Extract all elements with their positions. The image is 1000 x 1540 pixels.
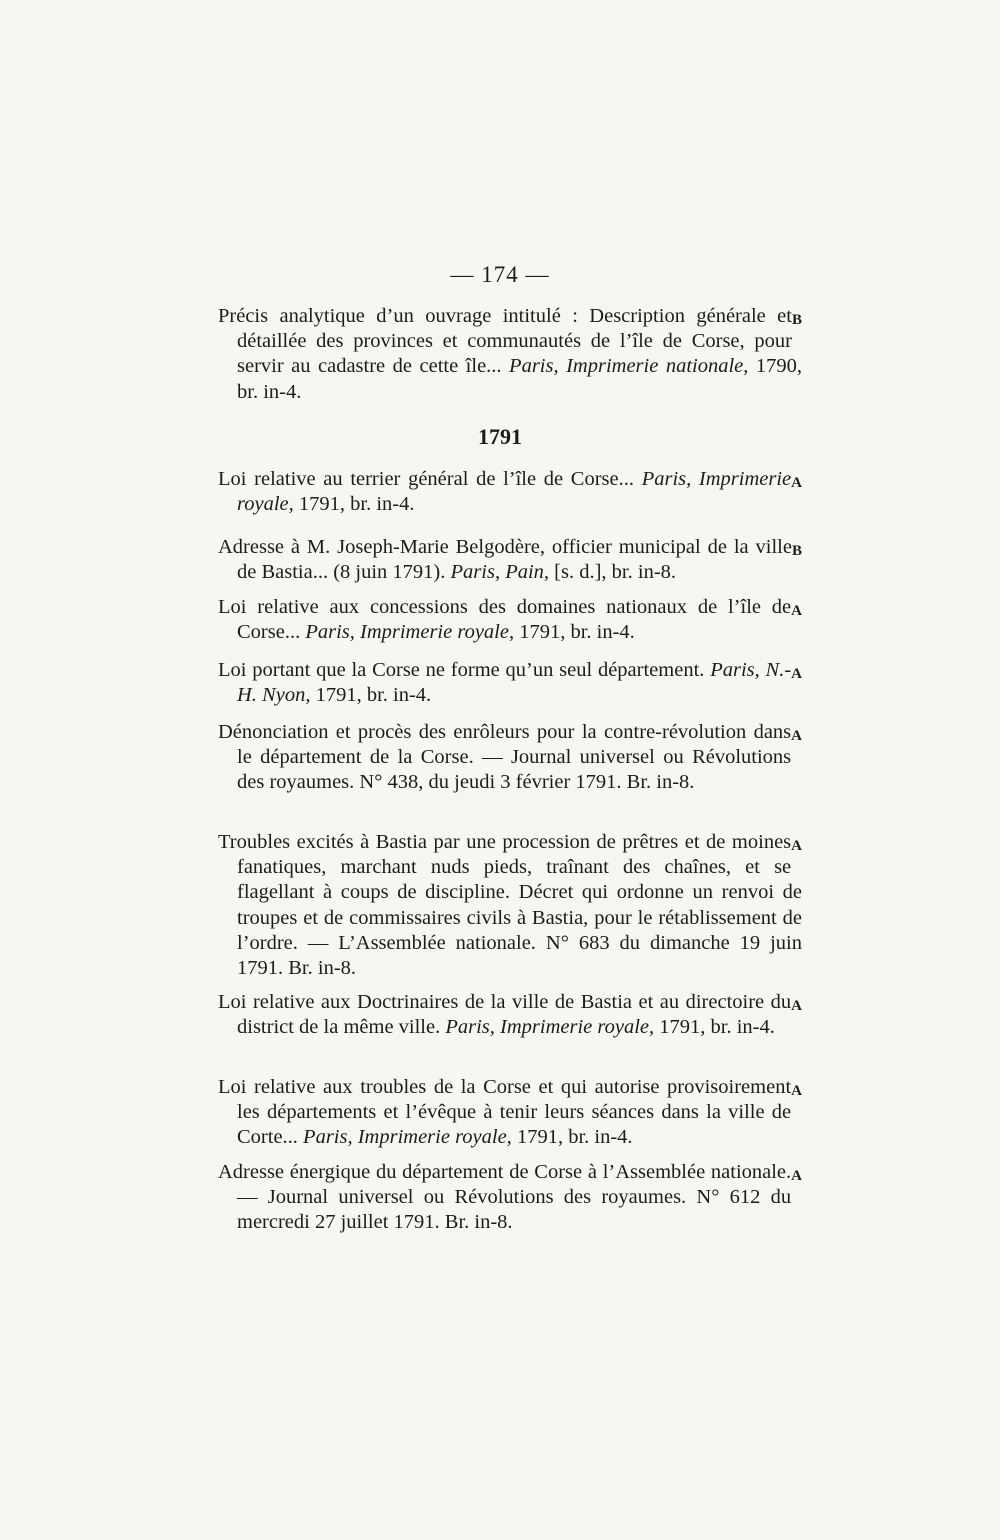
location-code: A [791, 998, 802, 1014]
entry-text: Adresse énergique du département de Corse à l’Assemblée nationale. — Journal universel ou Révolutions des royaumes. N° 612 du mercredi 27 juillet 1791. Br. in-8. [218, 1161, 792, 1234]
bibliography-entry [218, 595, 802, 645]
bibliography-entry [218, 720, 802, 796]
location-code: A [791, 666, 802, 682]
entry-details: 1791, br. in-4. [298, 493, 415, 516]
entry-details: 1791, br. in-4. [659, 1016, 775, 1039]
entry-details: 1790, br. in-4. [237, 355, 802, 403]
location-code: A [791, 838, 802, 854]
entry-details: 1791, br. in-4. [315, 684, 432, 707]
bibliography-entry [218, 535, 802, 585]
entry-publisher: Paris, Imprimerie royale, [237, 468, 792, 516]
entry-details: [s. d.], br. in-8. [554, 561, 677, 584]
entry-publisher: Paris, Pain, [450, 561, 555, 584]
entry-publisher: Paris, N.-H. Nyon, [237, 659, 792, 707]
location-code: A [791, 1168, 802, 1184]
bibliography-entry [218, 658, 802, 708]
year-heading: 1791 [478, 424, 522, 449]
entry-publisher: Paris, Imprimerie nationale, [509, 355, 756, 378]
entry-text: Loi relative aux Doctrinaires de la ville de Bastia et au directoire du district de la même ville. [218, 991, 792, 1039]
entry-text: Loi relative aux concessions des domaines nationaux de l’île de Corse... [218, 596, 792, 644]
location-code: B [791, 543, 802, 559]
location-code: A [791, 1083, 802, 1099]
entry-publisher: Paris, Imprimerie royale, [305, 621, 520, 644]
entry-text: Loi portant que la Corse ne forme qu’un seul département. [218, 659, 711, 681]
entry-text: Loi relative aux troubles de la Corse et qui autorise provisoirement les départements et l’évêque à tenir leurs séances dans la ville de Corte... [218, 1076, 792, 1149]
entry-details: 1791, br. in-4. [516, 1126, 633, 1149]
entry-text: Troubles excités à Bastia par une procession de prêtres et de moines fanatiques, marchant nuds pieds, traînant des chaînes, et se flagellant à coups de discipline. Décret qui ordonne un renvoi de troupes et de commissaires civils à Bastia, pour le rétablissement de l’ordre. — L’Assemblée nationale. N° 683 du dimanche 19 juin 1791. Br. in-8. [218, 831, 802, 980]
bibliography-entry [218, 467, 802, 517]
entry-publisher: Paris, Imprimerie royale, [303, 1126, 517, 1149]
bibliography-entry [218, 304, 802, 405]
location-code: B [791, 312, 802, 328]
bibliography-entry [218, 1160, 802, 1236]
location-code: A [791, 603, 802, 619]
bibliography-entry [218, 990, 802, 1040]
entry-details: 1791, br. in-4. [519, 621, 635, 644]
bibliography-entry [218, 830, 802, 981]
entry-text: Loi relative au terrier général de l’île de Corse... [218, 468, 642, 490]
entry-publisher: Paris, Imprimerie royale, [445, 1016, 660, 1039]
entry-text: Adresse à M. Joseph-Marie Belgodère, officier municipal de la ville de Bastia... (8 juin 1791). [218, 536, 792, 584]
entry-text: Précis analytique d’un ouvrage intitulé : Description générale et détaillée des provinces et communautés de l’île de Corse, pour servir au cadastre de cette île... [218, 305, 792, 378]
location-code: A [791, 728, 802, 744]
page-number: — 174 — [450, 262, 550, 287]
entry-text: Dénonciation et procès des enrôleurs pour la contre-révolution dans le département de la Corse. — Journal universel ou Révolutions des royaumes. N° 438, du jeudi 3 février 1791. Br. in-8. [218, 721, 792, 794]
location-code: A [791, 475, 802, 491]
bibliography-entry [218, 1075, 802, 1151]
